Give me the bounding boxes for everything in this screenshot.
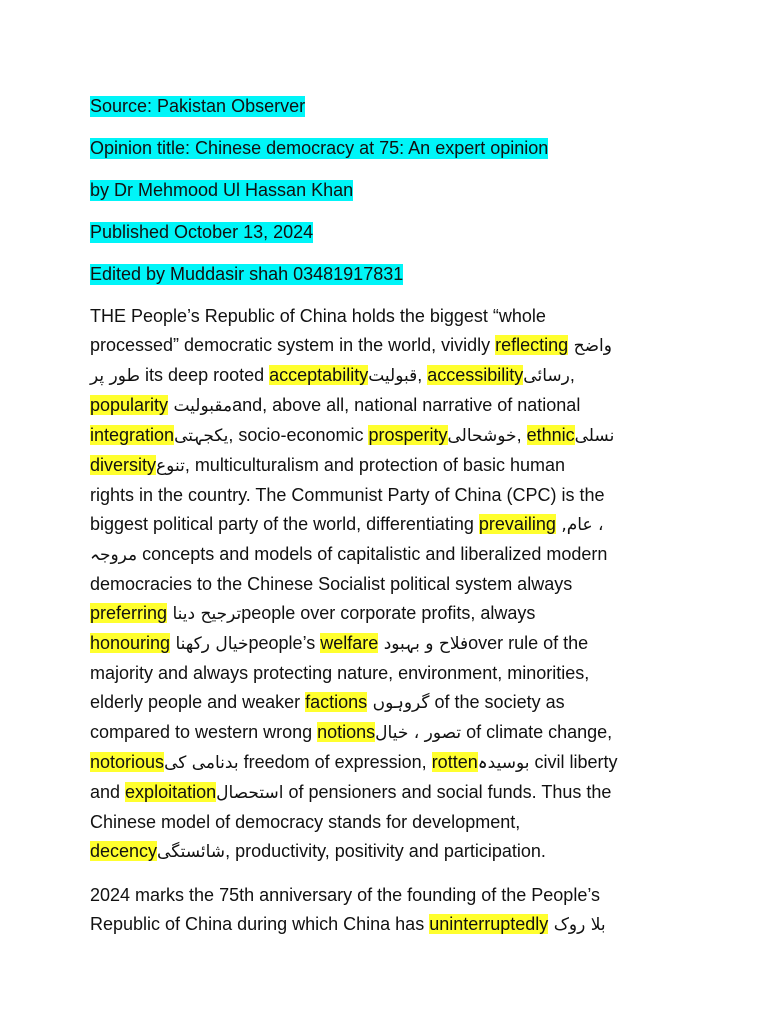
text-run: biggest political party of the world, differentiating — [90, 514, 479, 534]
vocab-word: integration — [90, 425, 175, 445]
text-run: 2024 marks the 75th anniversary of the founding of the People’s — [90, 885, 601, 905]
text-run: of pensioners and social funds. Thus the — [283, 782, 612, 802]
text-line — [90, 481, 690, 510]
published-line — [90, 218, 690, 246]
text-run: Chinese model of democracy stands for development, — [90, 812, 521, 832]
urdu-gloss: استحصال — [216, 783, 284, 803]
text-run: , socio-economic — [228, 425, 369, 445]
opinion-title-text: Opinion title: Chinese democracy at 75: An expert opinion — [90, 138, 549, 158]
text-run: processed” democratic system in the world, vividly — [90, 335, 496, 355]
text-run: freedom of expression, — [238, 752, 432, 772]
text-line — [90, 361, 690, 391]
text-line — [90, 599, 690, 629]
vocab-word: acceptability — [269, 365, 369, 385]
text-run: and — [90, 782, 126, 802]
urdu-gloss: ,عام ، — [555, 515, 604, 535]
urdu-gloss: ترجیح دینا — [167, 604, 242, 624]
vocab-word: factions — [305, 692, 368, 712]
vocab-word: notorious — [90, 752, 165, 772]
urdu-gloss: مقبولیت — [168, 396, 233, 416]
urdu-gloss: فلاح و بہبود — [378, 634, 469, 654]
urdu-gloss: واضح — [568, 336, 612, 356]
text-line — [90, 391, 690, 421]
vocab-word: honouring — [90, 633, 171, 653]
urdu-gloss: خیال رکھنا — [170, 634, 249, 654]
source-line — [90, 92, 690, 120]
text-run: , multiculturalism and protection of basic human — [184, 455, 565, 475]
text-line — [90, 421, 690, 451]
source-text: Source: Pakistan Observer — [90, 96, 306, 116]
text-run: people over corporate profits, always — [241, 603, 536, 623]
text-run: civil liberty — [529, 752, 618, 772]
vocab-word: ethnic — [526, 425, 575, 445]
text-run: , — [569, 365, 575, 385]
text-run: over rule of the — [468, 633, 589, 653]
text-run: of climate change, — [461, 722, 613, 742]
text-line — [90, 837, 690, 867]
vocab-word: accessibility — [427, 365, 524, 385]
vocab-word: welfare — [320, 633, 379, 653]
text-run: Republic of China during which China has — [90, 914, 430, 934]
text-run: concepts and models of capitalistic and liberalized modern — [137, 544, 608, 564]
urdu-gloss: طور پر — [90, 366, 141, 386]
vocab-word: rotten — [431, 752, 478, 772]
urdu-gloss: بوسیدہ — [477, 753, 530, 773]
text-line — [90, 659, 690, 688]
urdu-gloss: گروہوں — [367, 693, 430, 713]
text-run: , — [417, 365, 428, 385]
vocab-word: diversity — [90, 455, 157, 475]
urdu-gloss: نسلی — [574, 426, 615, 446]
text-run: people’s — [248, 633, 321, 653]
urdu-gloss: یکجہتی — [174, 426, 229, 446]
text-run: THE People’s Republic of China holds the biggest “whole — [90, 306, 546, 326]
text-run: majority and always protecting nature, environment, minorities, — [90, 663, 590, 683]
text-line — [90, 451, 690, 481]
text-line — [90, 748, 690, 778]
paragraph-2 — [90, 881, 690, 940]
text-line — [90, 331, 690, 361]
text-line — [90, 570, 690, 599]
vocab-word: notions — [317, 722, 376, 742]
opinion-title-line — [90, 134, 690, 162]
published-text: Published October 13, 2024 — [90, 222, 314, 242]
vocab-word: preferring — [90, 603, 168, 623]
urdu-gloss: تصور ، خیال — [375, 723, 462, 743]
text-run: and, above all, national narrative of national — [232, 395, 581, 415]
author-line — [90, 176, 690, 204]
vocab-word: popularity — [90, 395, 169, 415]
text-line — [90, 718, 690, 748]
text-run: , productivity, positivity and participation. — [225, 841, 546, 861]
text-line — [90, 629, 690, 659]
urdu-gloss: شائستگی — [157, 842, 226, 862]
text-run: , — [516, 425, 527, 445]
text-line — [90, 302, 690, 331]
text-run: rights in the country. The Communist Party of China (CPC) is the — [90, 485, 605, 505]
urdu-gloss: خوشحالی — [447, 426, 517, 446]
paragraph-1 — [90, 302, 690, 867]
vocab-word: prevailing — [478, 514, 556, 534]
vocab-word: decency — [90, 841, 158, 861]
text-line — [90, 808, 690, 837]
text-line — [90, 881, 690, 910]
vocab-word: uninterruptedly — [429, 914, 549, 934]
urdu-gloss: بدنامی کی — [164, 753, 239, 773]
urdu-gloss: مروجہ — [90, 545, 138, 565]
author-text: by Dr Mehmood Ul Hassan Khan — [90, 180, 354, 200]
text-line — [90, 688, 690, 718]
vocab-word: prosperity — [368, 425, 448, 445]
text-run: democracies to the Chinese Socialist political system always — [90, 574, 573, 594]
text-line — [90, 778, 690, 808]
text-run: its deep rooted — [140, 365, 270, 385]
urdu-gloss: رسائی — [523, 366, 570, 386]
text-run: compared to western wrong — [90, 722, 318, 742]
urdu-gloss: قبولیت — [368, 366, 418, 386]
vocab-word: exploitation — [125, 782, 217, 802]
text-run: elderly people and weaker — [90, 692, 306, 712]
edited-by-line — [90, 260, 690, 288]
edited-by-text: Edited by Muddasir shah 03481917831 — [90, 264, 404, 284]
text-line — [90, 510, 690, 540]
document-page — [90, 92, 690, 954]
urdu-gloss: تنوع — [156, 456, 185, 476]
urdu-gloss: بلا روک — [548, 915, 606, 935]
text-run: of the society as — [429, 692, 565, 712]
text-line — [90, 540, 690, 570]
vocab-word: reflecting — [495, 335, 569, 355]
text-line — [90, 910, 690, 940]
